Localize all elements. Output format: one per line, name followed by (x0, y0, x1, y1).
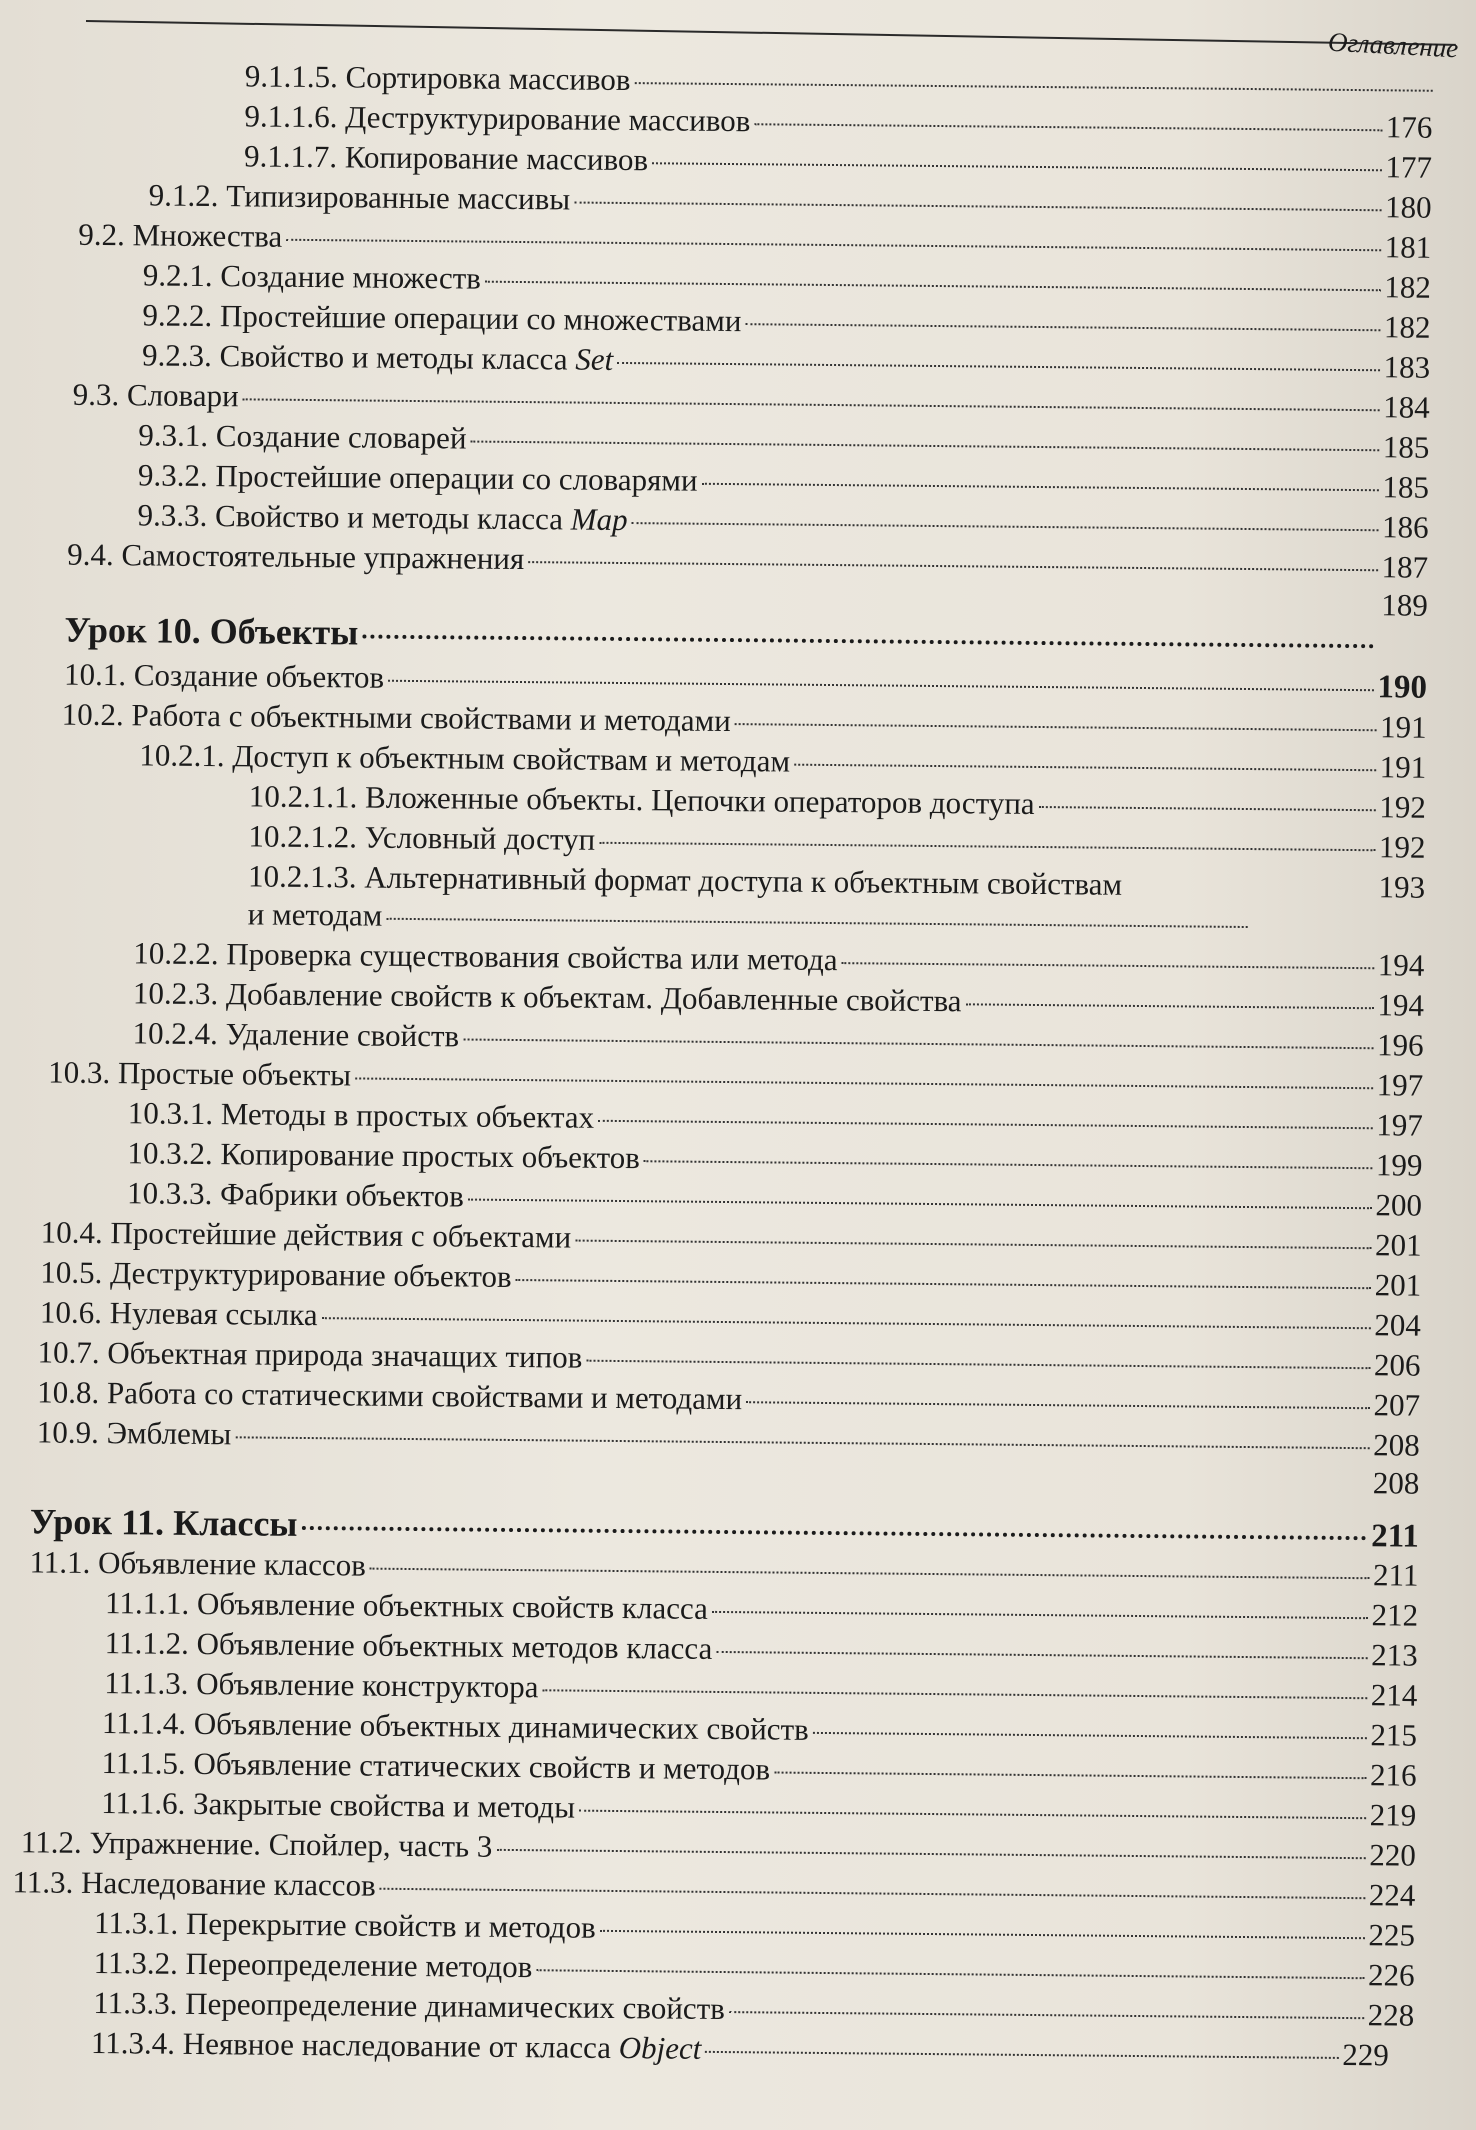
toc-page-number: 225 (1368, 1917, 1416, 1953)
table-of-contents (0, 56, 1476, 2073)
toc-entry-title: 10.2.1.2. Условный доступ (248, 818, 596, 857)
toc-leader (735, 723, 1376, 731)
toc-entry-title (142, 337, 613, 378)
toc-page-number: 182 (1383, 309, 1431, 345)
toc-leader (634, 82, 1432, 92)
header-rule (86, 20, 1456, 46)
toc-entry-title: 9.3.1. Создание словарей (138, 417, 467, 456)
toc-page-number: 211 (1372, 1557, 1419, 1593)
toc-entry-title: 10.3.2. Копирование простых объектов (127, 1135, 641, 1176)
toc-page-number: 177 (1385, 149, 1433, 185)
toc-page-number: 224 (1368, 1877, 1416, 1913)
toc-leader (617, 362, 1379, 371)
toc-page-number: 213 (1371, 1637, 1418, 1673)
toc-leader (468, 1199, 1372, 1210)
toc-leader (463, 1038, 1373, 1049)
toc-page-number: 185 (1382, 469, 1430, 505)
toc-leader (355, 1077, 1373, 1089)
toc-entry-title (137, 497, 627, 538)
toc-page-number: 200 (1375, 1187, 1423, 1223)
toc-leader (575, 1240, 1371, 1250)
toc-entry (248, 818, 1425, 865)
toc-leader (542, 1689, 1366, 1699)
toc-leader (235, 1436, 1369, 1449)
toc-chapter-title: Урок 11. Классы (29, 1501, 298, 1544)
toc-page-number: 220 (1369, 1837, 1416, 1873)
toc-leader (586, 1360, 1370, 1370)
toc-entry-italic: Object (618, 2030, 702, 2066)
toc-entry-title: 9.1.1.7. Копирование массивов (243, 138, 649, 178)
toc-entry-title: 10.2.1.3. Альтернативный формат доступа к объектным свойствам (247, 858, 1123, 902)
toc-page-number: 176 (1385, 109, 1433, 145)
toc-leader (705, 2051, 1338, 2059)
toc-entry-title: 9.1.1.5. Сортировка массивов (244, 58, 631, 98)
toc-leader (380, 1888, 1365, 1899)
toc-leader (644, 1160, 1372, 1169)
toc-page-number: 197 (1376, 1067, 1424, 1103)
toc-page-number: 228 (1367, 1997, 1415, 2033)
toc-leader (496, 1849, 1365, 1859)
toc-entry (244, 98, 1432, 145)
toc-leader (729, 2011, 1364, 2019)
toc-entry-title: 11.1. Объявление классов (29, 1544, 367, 1583)
toc-page-number: 182 (1384, 269, 1432, 305)
toc-leader (754, 123, 1382, 131)
toc-page-number: 192 (1379, 789, 1427, 825)
toc-leader (370, 1568, 1369, 1580)
toc-entry-italic: Map (570, 501, 628, 538)
toc-page-number: 208 (1373, 1427, 1420, 1463)
toc-leader (599, 842, 1375, 851)
toc-entry (245, 58, 1433, 105)
toc-page-number: 215 (1370, 1717, 1418, 1753)
toc-entry (91, 2025, 1389, 2073)
toc-leader (794, 764, 1376, 772)
toc-entry-title: 10.7. Объектная природа значащих типов (37, 1334, 583, 1375)
toc-entry-title: 10.2.1.1. Вложенные объекты. Цепочки операторов доступа (248, 778, 1035, 821)
toc-entry-title: 9.3. Словари (72, 376, 239, 414)
toc-entry-title: 10.3. Простые объекты (48, 1054, 352, 1093)
toc-entry-title: 11.3.3. Переопределение динамических свойств (93, 1984, 726, 2027)
toc-leader (774, 1772, 1366, 1780)
toc-entry-title (91, 2025, 702, 2067)
toc-entry-title: 10.3.1. Методы в простых объектах (127, 1095, 595, 1135)
toc-entry-title: 9.2. Множества (78, 216, 283, 254)
toc-leader (386, 918, 1247, 928)
toc-page-number: 214 (1370, 1677, 1418, 1713)
toc-leader (470, 441, 1378, 452)
toc-page-number: 191 (1379, 749, 1427, 785)
toc-entry-title: 10.5. Деструктурирование объектов (40, 1254, 512, 1294)
toc-entry-title: 10.2.4. Удаление свойств (132, 1015, 460, 1054)
toc-page-number: 197 (1376, 1107, 1423, 1143)
toc-page-number: 208 (1372, 1465, 1420, 1501)
toc-page-number: 194 (1377, 947, 1425, 983)
toc-entry-title: 11.1.3. Объявление конструктора (104, 1665, 539, 1705)
toc-page-number: 183 (1383, 349, 1431, 385)
toc-leader (388, 680, 1373, 691)
toc-page-number: 191 (1379, 709, 1427, 745)
toc-page-number: 219 (1369, 1797, 1417, 1833)
toc-leader (574, 202, 1381, 212)
toc-leader (966, 1003, 1374, 1009)
toc-entry-title: 10.3.3. Фабрики объектов (126, 1175, 464, 1214)
toc-entry-title: 10.9. Эмблемы (36, 1414, 232, 1452)
toc-leader (712, 1611, 1368, 1619)
toc-entry-title: и методам (247, 896, 383, 933)
toc-leader (652, 162, 1381, 171)
toc-leader (600, 1930, 1365, 1939)
toc-page-number: 181 (1384, 229, 1432, 265)
toc-entry-text: 9.3.3. Свойство и методы класса (137, 497, 571, 537)
toc-entry-title: 10.4. Простейшие действия с объектами (40, 1214, 572, 1255)
toc-entry-title: 10.2. Работа с объектными свойствами и методами (61, 696, 731, 739)
toc-chapter-title: Урок 10. Объекты (64, 609, 359, 653)
toc-page-number: 192 (1378, 829, 1426, 865)
toc-page-number: 226 (1367, 1957, 1415, 1993)
toc-entry (244, 138, 1432, 185)
toc-page-number: 206 (1373, 1347, 1421, 1383)
toc-entry-title: 10.1. Создание объектов (63, 656, 385, 695)
toc-entry-title: 9.2.2. Простейшие операции со множествами (142, 297, 742, 339)
toc-page-number: 180 (1384, 189, 1432, 225)
toc-page-number: 229 (1342, 2036, 1390, 2073)
toc-entry-title: 11.1.6. Закрытые свойства и методы (101, 1785, 576, 1825)
toc-entry-italic: Set (575, 341, 614, 377)
toc-page-number: 211 (1370, 1518, 1420, 1555)
toc-leader (485, 281, 1380, 292)
toc-page-number: 212 (1371, 1597, 1419, 1633)
toc-page-number: 186 (1381, 509, 1429, 545)
toc-leader (301, 1526, 1367, 1540)
toc-entry-title: 11.1.4. Объявление объектных динамических свойств (101, 1705, 809, 1747)
toc-entry-title: 11.3. Наследование классов (12, 1864, 376, 1903)
toc-page-number: 187 (1381, 549, 1429, 585)
toc-leader (243, 398, 1379, 411)
toc-leader (536, 1969, 1364, 1979)
toc-entry (248, 896, 1248, 942)
toc-page-number: 184 (1383, 389, 1430, 425)
toc-page-number: 201 (1374, 1267, 1422, 1303)
toc-page-number: 185 (1382, 429, 1430, 465)
toc-entry-title: 9.2.1. Создание множеств (142, 257, 482, 296)
toc-page-number: 216 (1369, 1757, 1417, 1793)
toc-entry-title: 10.2.1. Доступ к объектным свойствам и методам (139, 737, 791, 779)
toc-entry-title: 10.8. Работа со статическими свойствами и методами (37, 1374, 743, 1417)
toc-page-number: 204 (1374, 1307, 1422, 1343)
toc-entry-title: 11.3.1. Перекрытие свойств и методов (93, 1904, 596, 1945)
toc-entry-title: 9.4. Самостоятельные упражнения (67, 536, 525, 577)
toc-leader (745, 323, 1380, 331)
toc-leader (746, 1401, 1369, 1409)
toc-leader (528, 561, 1377, 571)
toc-page-number: 194 (1377, 987, 1425, 1023)
toc-entry (249, 778, 1426, 825)
toc-leader (286, 239, 1381, 252)
toc-leader (322, 1317, 1371, 1329)
running-header: Оглавление (1327, 26, 1459, 64)
toc-leader (702, 483, 1379, 491)
toc-leader (579, 1810, 1366, 1820)
toc-leader (598, 1120, 1372, 1129)
toc-leader (1039, 806, 1376, 811)
toc-entry-text: 11.3.4. Неявное наследование от класса (90, 2024, 619, 2066)
toc-entry-title: 11.3.2. Переопределение методов (93, 1944, 533, 1985)
toc-entry-title: 9.3.2. Простейшие операции со словарями (137, 457, 698, 498)
toc-page-number: 189 (1381, 587, 1428, 623)
toc-page-number: 193 (1378, 869, 1426, 905)
toc-entry-title: 11.1.2. Объявление объектных методов класса (104, 1625, 713, 1666)
toc-entry-title: 11.1.1. Объявление объектных свойств класса (104, 1585, 709, 1626)
toc-leader (362, 635, 1374, 649)
toc-entry-title: 9.1.1.6. Деструктурирование массивов (244, 98, 751, 139)
toc-leader (842, 962, 1374, 969)
toc-leader (632, 522, 1378, 531)
toc-entry-title: 11.2. Упражнение. Спойлер, часть 3 (20, 1824, 493, 1864)
toc-entry-title: 10.6. Нулевая ссылка (39, 1294, 318, 1333)
toc-entry-title: 9.1.2. Типизированные массивы (148, 177, 571, 217)
toc-entry-title: 10.2.3. Добавление свойств к объектам. Добавленные свойства (132, 975, 962, 1019)
toc-entry-title: 10.2.2. Проверка существования свойства или метода (133, 935, 838, 978)
toc-leader (716, 1651, 1367, 1659)
toc-leader (813, 1732, 1367, 1739)
toc-entry-title: 11.1.5. Объявление статических свойств и методов (101, 1745, 771, 1787)
toc-page-number: 199 (1375, 1147, 1423, 1183)
toc-page-number: 207 (1373, 1387, 1421, 1423)
toc-entry-text: 9.2.3. Свойство и методы класса (141, 337, 576, 377)
toc-leader (516, 1279, 1371, 1289)
toc-page-number: 190 (1377, 669, 1428, 706)
toc-page-number: 201 (1374, 1227, 1422, 1263)
toc-page-number: 196 (1376, 1027, 1424, 1063)
